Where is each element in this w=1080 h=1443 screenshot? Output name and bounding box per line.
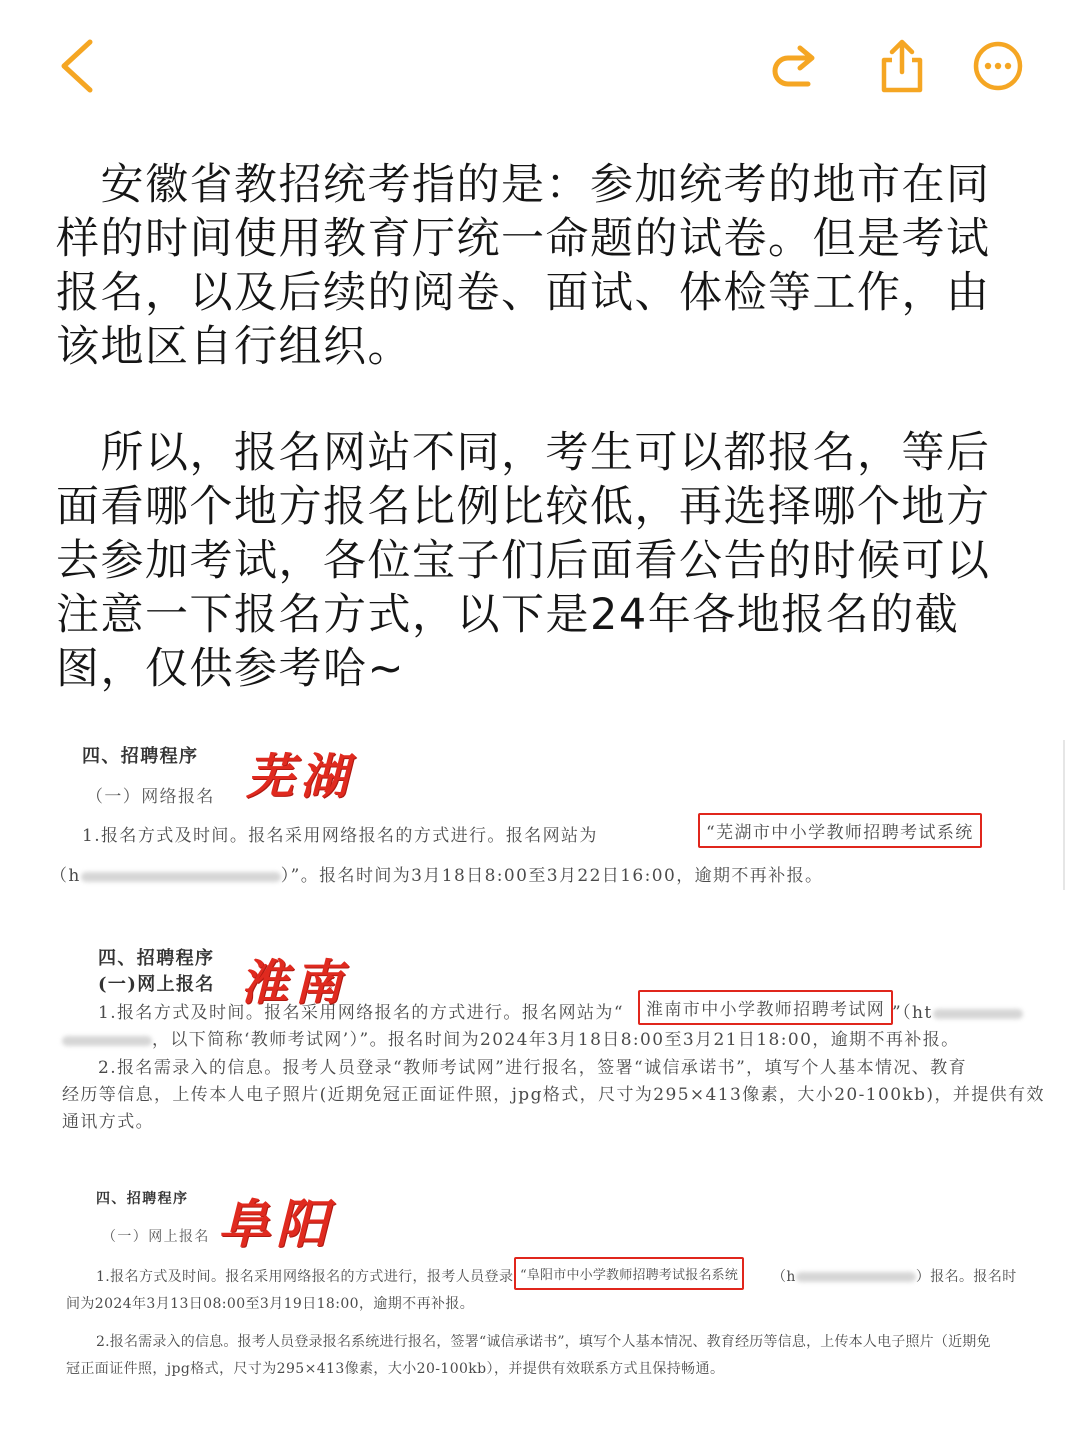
doc-line: [62, 1025, 960, 1050]
highlight-box: 淮南市中小学教师招聘考试网: [638, 990, 893, 1025]
chevron-left-icon[interactable]: [56, 38, 100, 94]
city-label: 阜阳: [218, 1194, 335, 1255]
doc-line: [82, 821, 598, 846]
doc-line-text: 1.报名方式及时间。报名采用网络报名的方式进行，报考人员登录: [96, 1269, 514, 1285]
doc-line: 冠正面证件照，jpg格式，尺寸为295×413像素，大小20-100kb），并提供有效联系方式且保持畅通。: [66, 1361, 725, 1377]
redo-arrow-icon[interactable]: [770, 42, 822, 92]
section-heading: 四、招聘程序: [98, 948, 215, 969]
doc-line: 经历等信息，上传本人电子照片(近期免冠正面证件照，jpg格式，尺寸为295×413像素，大小20-100kb)，并提供有效: [62, 1085, 1045, 1105]
highlight-box: “阜阳市中小学教师招聘考试报名系统: [514, 1257, 744, 1290]
doc-line-text: （h: [50, 866, 81, 886]
doc-line-text: （h: [772, 1269, 796, 1285]
section-heading: 四、招聘程序: [82, 746, 199, 767]
doc-line: 间为2024年3月13日08:00至3月19日18:00，逾期不再补报。: [66, 1296, 475, 1312]
article-paragraph-1: 安徽省教招统考指的是：参加统考的地市在同样的时间使用教育厅统一命题的试卷。但是考试报名，以及后续的阅卷、面试、体检等工作，由该地区自行组织。: [56, 160, 991, 372]
highlight-box: “芜湖市中小学教师招聘考试系统: [698, 813, 982, 848]
doc-line-text: 1.报名方式及时间。报名采用网络报名的方式进行。报名网站为: [82, 826, 598, 846]
city-label: 淮南: [240, 955, 349, 1011]
doc-line: [50, 861, 823, 886]
doc-line-text: ”（ht: [892, 1003, 933, 1023]
doc-line-text: 1.报名方式及时间。报名采用网络报名的方式进行。报名网站为“: [98, 1003, 624, 1023]
article-paragraph-2: 所以，报名网站不同，考生可以都报名，等后面看哪个地方报名比例比较低，再选择哪个地方去参加考试，各位宝子们后面看公告的时候可以注意一下报名方式，以下是24年各地报名的截图，仅供参考哈~: [56, 428, 991, 694]
city-label: 芜湖: [246, 749, 355, 805]
doc-line: 通讯方式。: [62, 1112, 154, 1132]
top-toolbar: [0, 0, 1080, 130]
doc-line: [98, 998, 624, 1023]
doc-line-text: ）”。报名时间为3月18日8:00至3月22日16:00，逾期不再补报。: [280, 866, 824, 886]
doc-line: [772, 1266, 1017, 1286]
section-subheading: （一）网上报名: [102, 1229, 210, 1245]
doc-line: 2.报名需录入的信息。报考人员登录“教师考试网”进行报名，签署“诚信承诺书”，填写个人基本情况、教育: [98, 1058, 967, 1078]
section-subheading: （一）网络报名: [86, 787, 215, 807]
section-heading: 四、招聘程序: [96, 1191, 189, 1207]
image-edge-divider: [1063, 740, 1065, 890]
redacted-url: [933, 1009, 1023, 1019]
doc-line: [96, 1266, 513, 1286]
doc-line: 2.报名需录入的信息。报考人员登录报名系统进行报名，签署“诚信承诺书”，填写个人基本情况、教育经历等信息，上传本人电子照片（近期免: [96, 1334, 991, 1350]
share-icon[interactable]: [878, 38, 926, 94]
redacted-url: [62, 1036, 152, 1046]
more-dots-icon[interactable]: [972, 40, 1024, 92]
doc-line: [892, 998, 1023, 1023]
doc-line-text: ）报名。报名时: [915, 1269, 1017, 1285]
doc-line-text: ，以下简称‘教师考试网’）”。报名时间为2024年3月18日8:00至3月21日18:00，逾期不再补报。: [152, 1030, 960, 1050]
redacted-url: [796, 1272, 916, 1282]
section-subheading: (一)网上报名: [98, 974, 215, 995]
redacted-url: [81, 872, 281, 882]
